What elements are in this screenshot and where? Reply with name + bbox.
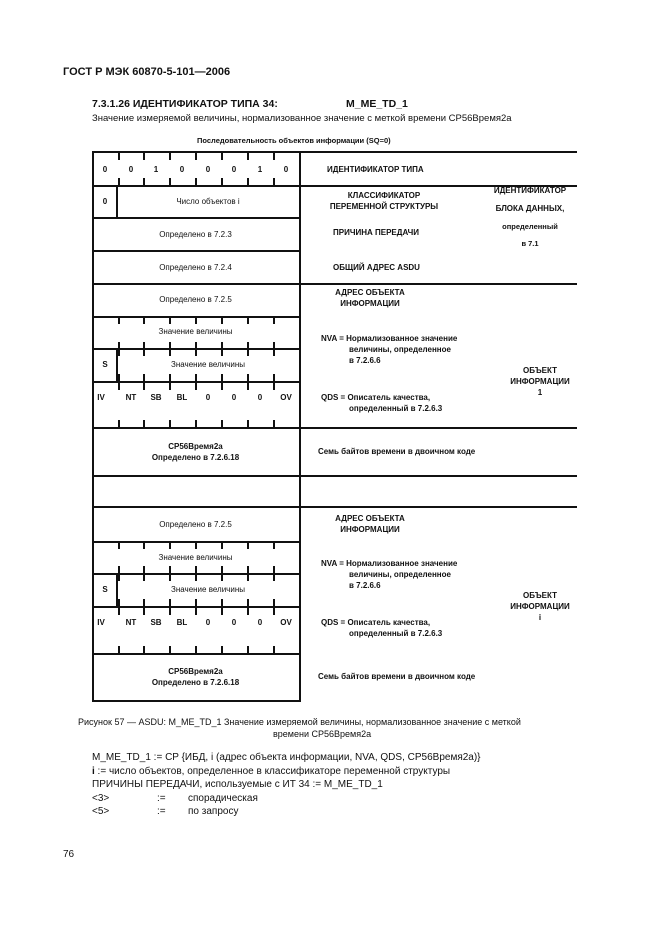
object-label-2: ИНФОРМАЦИИ [510, 602, 570, 611]
value-text: Значение величины [158, 553, 233, 562]
value-text: Значение величины [171, 360, 245, 369]
dui-label-4: в 7.1 [521, 239, 539, 248]
vsq-text: Число объектов i [176, 197, 240, 206]
qds-bit: IV [97, 393, 105, 402]
type-id-label: ИДЕНТИФИКАТОР ТИПА [327, 165, 424, 174]
type-id-bit: 0 [179, 165, 185, 174]
section-type: M_ME_TD_1 [346, 98, 408, 110]
ioa-label-2: ИНФОРМАЦИИ [340, 525, 400, 534]
qds-bit: BL [176, 393, 188, 402]
nva-label-1: NVA = Нормализованное значение [321, 559, 458, 568]
dui-label-1: ИДЕНТИФИКАТОР [493, 186, 567, 195]
cot-code: <3> [92, 793, 110, 804]
qds-bit: 0 [231, 618, 237, 627]
definition-line-1: M_ME_TD_1 := CP {ИБД, i (адрес объекта информации, NVA, QDS, CP56Время2a)} [92, 752, 481, 763]
asdu-address-text: Определено в 7.2.4 [159, 263, 232, 272]
sign-bit: S [102, 585, 108, 594]
type-id-bit: 1 [153, 165, 159, 174]
figure-caption-1: Рисунок 57 — ASDU: M_ME_TD_1 Значение измеряемой величины, нормализованное значение с меткой [78, 717, 521, 727]
type-id-bit: 1 [257, 165, 263, 174]
asdu-address-label: ОБЩИЙ АДРЕС ASDU [333, 263, 420, 272]
qds-bit: 0 [257, 393, 263, 402]
qds-bit: OV [280, 393, 292, 402]
ioa-text: Определено в 7.2.5 [159, 520, 232, 529]
page-number: 76 [63, 849, 75, 860]
ioa-label-1: АДРЕС ОБЪЕКТА [335, 514, 405, 523]
document-header: ГОСТ Р МЭК 60870-5-101—2006 [63, 66, 231, 78]
qds-bit: 0 [231, 393, 237, 402]
ioa-label-2: ИНФОРМАЦИИ [340, 299, 400, 308]
qds-label-1: QDS = Описатель качества, [321, 393, 431, 402]
qds-bit: IV [97, 618, 105, 627]
time-description: Семь байтов времени в двоичном коде [318, 672, 476, 681]
cot-op: := [157, 806, 166, 817]
cot-text: Определено в 7.2.3 [159, 230, 232, 239]
qds-bit: BL [176, 618, 188, 627]
sign-bit: S [102, 360, 108, 369]
definition-text: := число объектов, определенное в классификаторе переменной структуры [94, 766, 451, 777]
value-text: Значение величины [171, 585, 245, 594]
ioa-text: Определено в 7.2.5 [159, 295, 232, 304]
vsq-label-1: КЛАССИФИКАТОР [347, 191, 421, 200]
definition-line-2 [92, 766, 450, 777]
definition-line-3: ПРИЧИНЫ ПЕРЕДАЧИ, используемые с ИТ 34 := M_ME_TD_1 [92, 779, 383, 790]
cot-description: по запросу [188, 806, 239, 817]
nva-label-2: величины, определенное [349, 345, 451, 354]
vsq-sq-bit: 0 [102, 197, 108, 206]
qds-label-2: определенный в 7.2.6.3 [349, 404, 443, 413]
nva-label-2: величины, определенное [349, 570, 451, 579]
value-text: Значение величины [158, 327, 233, 336]
time-label-2: Определено в 7.2.6.18 [151, 678, 240, 687]
dui-label-2: БЛОКА ДАННЫХ, [495, 204, 565, 213]
qds-label-2: определенный в 7.2.6.3 [349, 629, 443, 638]
type-id-bit: 0 [102, 165, 108, 174]
time-description: Семь байтов времени в двоичном коде [318, 447, 476, 456]
definition-variable: i [92, 766, 95, 777]
dui-label-3: определенный [502, 222, 558, 231]
qds-bit: 0 [205, 618, 211, 627]
qds-bit: NT [125, 618, 137, 627]
section-title: 7.3.1.26 ИДЕНТИФИКАТОР ТИПА 34: [92, 98, 278, 110]
qds-bit: SB [150, 393, 162, 402]
time-label-1: CP56Время2a [168, 442, 223, 451]
time-label-2: Определено в 7.2.6.18 [151, 453, 240, 462]
type-id-bit: 0 [231, 165, 237, 174]
cot-op: := [157, 793, 166, 804]
type-id-bit: 0 [128, 165, 134, 174]
object-label-3: 1 [537, 388, 543, 397]
ioa-label-1: АДРЕС ОБЪЕКТА [335, 288, 405, 297]
cot-description: спорадическая [188, 793, 258, 804]
figure-caption-2: времени CP56Время2a [273, 729, 372, 739]
qds-bit: 0 [257, 618, 263, 627]
qds-bit: OV [280, 618, 292, 627]
qds-label-1: QDS = Описатель качества, [321, 618, 431, 627]
qds-bit: NT [125, 393, 137, 402]
type-id-bit: 0 [205, 165, 211, 174]
qds-bit: SB [150, 618, 162, 627]
object-label-1: ОБЪЕКТ [523, 591, 557, 600]
nva-label-1: NVA = Нормализованное значение [321, 334, 458, 343]
vsq-label-2: ПЕРЕМЕННОЙ СТРУКТУРЫ [329, 202, 439, 211]
section-description: Значение измеряемой величины, нормализованное значение с меткой времени CP56Время2a [92, 113, 512, 124]
object-label-3: i [538, 613, 542, 622]
cot-code: <5> [92, 806, 110, 817]
cot-label: ПРИЧИНА ПЕРЕДАЧИ [333, 228, 419, 237]
object-label-1: ОБЪЕКТ [523, 366, 557, 375]
type-id-bit: 0 [283, 165, 289, 174]
nva-label-3: в 7.2.6.6 [349, 581, 381, 590]
time-label-1: CP56Время2a [168, 667, 223, 676]
figure-top-label: Последовательность объектов информации (SQ=0) [197, 136, 391, 145]
object-label-2: ИНФОРМАЦИИ [510, 377, 570, 386]
nva-label-3: в 7.2.6.6 [349, 356, 381, 365]
qds-bit: 0 [205, 393, 211, 402]
